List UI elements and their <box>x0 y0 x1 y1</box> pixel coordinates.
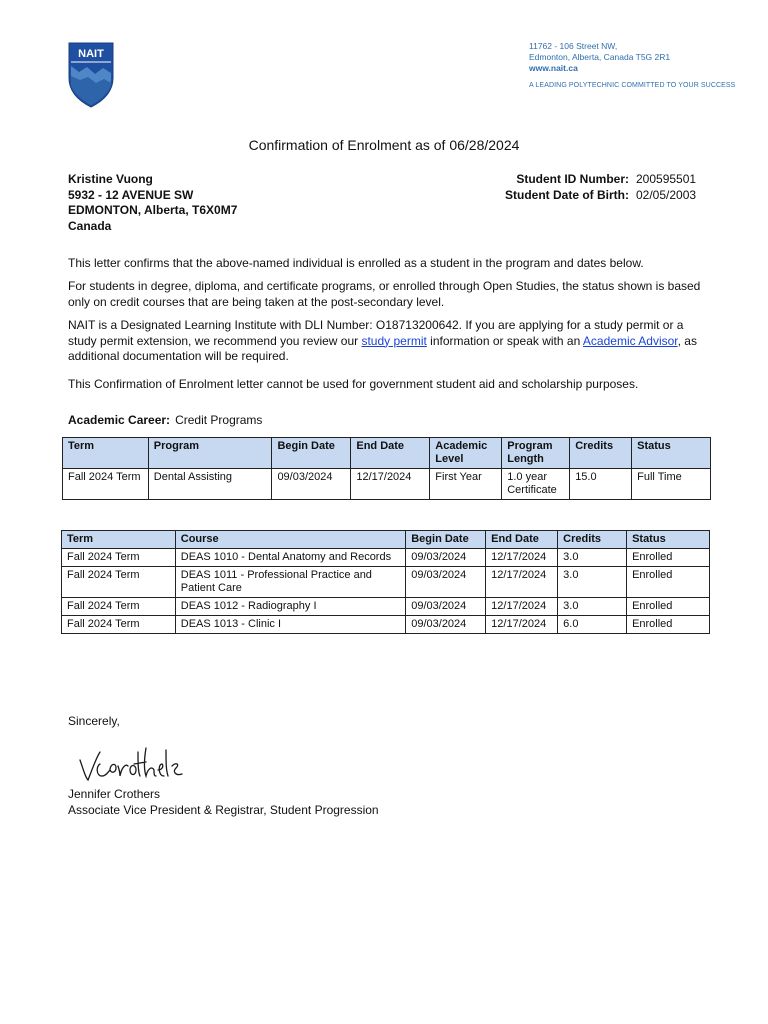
header-credits: Credits <box>558 531 627 549</box>
table-row <box>62 616 710 634</box>
cell-course: DEAS 1012 - Radiography I <box>175 598 405 616</box>
student-id-value: 200595501 <box>636 172 697 186</box>
table-row <box>62 567 710 598</box>
header-status: Status <box>627 531 710 549</box>
cell-end-date: 12/17/2024 <box>486 549 558 567</box>
header-status: Status <box>632 438 711 469</box>
student-dob-label: Student Date of Birth: <box>505 187 629 202</box>
student-country: Canada <box>68 218 112 233</box>
paragraph-dli <box>68 318 708 365</box>
cell-term: Fall 2024 Term <box>62 549 176 567</box>
cell-status: Enrolled <box>627 567 710 598</box>
student-city: EDMONTON, Alberta, T6X0M7 <box>68 203 238 217</box>
cell-begin-date: 09/03/2024 <box>406 567 486 598</box>
academic-career-value: Credit Programs <box>175 413 263 427</box>
academic-career <box>68 413 262 427</box>
paragraph-disclaimer: This Confirmation of Enrolment letter cannot be used for government student aid and scholarship purposes. <box>68 377 639 391</box>
nait-logo <box>68 42 114 108</box>
cell-credits: 3.0 <box>558 567 627 598</box>
cell-status: Enrolled <box>627 598 710 616</box>
header-end-date: End Date <box>486 531 558 549</box>
header-begin-date: Begin Date <box>406 531 486 549</box>
cell-end-date: 12/17/2024 <box>351 469 430 500</box>
cell-term: Fall 2024 Term <box>63 469 149 500</box>
cell-begin-date: 09/03/2024 <box>272 469 351 500</box>
cell-end-date: 12/17/2024 <box>486 598 558 616</box>
paragraph-confirmation: This letter confirms that the above-named individual is enrolled as a student in the program and dates below. <box>68 256 644 270</box>
cell-credits: 6.0 <box>558 616 627 634</box>
cell-begin-date: 09/03/2024 <box>406 549 486 567</box>
signatory-title: Associate Vice President & Registrar, Student Progression <box>68 802 379 817</box>
header-credits: Credits <box>570 438 632 469</box>
cell-program: Dental Assisting <box>148 469 272 500</box>
header-begin-date: Begin Date <box>272 438 351 469</box>
cell-program-length: 1.0 year Certificate <box>502 469 570 500</box>
header-academic-level: Academic Level <box>430 438 502 469</box>
cell-status: Enrolled <box>627 549 710 567</box>
course-table <box>61 530 710 634</box>
cell-credits: 3.0 <box>558 598 627 616</box>
website-link[interactable]: www.nait.ca <box>529 63 578 73</box>
table-row <box>62 549 710 567</box>
closing-sincerely: Sincerely, <box>68 714 120 728</box>
program-table-header <box>63 438 711 469</box>
course-table-header <box>62 531 710 549</box>
cell-course: DEAS 1013 - Clinic I <box>175 616 405 634</box>
study-permit-link[interactable]: study permit <box>361 333 427 348</box>
student-id-label: Student ID Number: <box>516 172 629 186</box>
dli-text-a: NAIT is a Designated Learning Institute with DLI Number: O18713200642. If you are applying for a study permit or a study permit extension, we recommend you review our <box>68 318 684 348</box>
header-end-date: End Date <box>351 438 430 469</box>
header-program-length: Program Length <box>502 438 570 469</box>
student-identifiers <box>505 172 699 203</box>
cell-academic-level: First Year <box>430 469 502 500</box>
paragraph-status: For students in degree, diploma, and certificate programs, or enrolled through Open Studies, the status shown is based only on credit courses that are being taken at the post-secondary level. <box>68 279 701 309</box>
institution-address <box>529 41 749 91</box>
tagline: A LEADING POLYTECHNIC COMMITTED TO YOUR SUCCESS <box>529 82 736 89</box>
cell-end-date: 12/17/2024 <box>486 616 558 634</box>
cell-credits: 15.0 <box>570 469 632 500</box>
student-street: 5932 - 12 AVENUE SW <box>68 187 194 202</box>
cell-status: Full Time <box>632 469 711 500</box>
header-term: Term <box>62 531 176 549</box>
header-term: Term <box>63 438 149 469</box>
academic-advisor-link[interactable]: Academic Advisor <box>582 333 678 348</box>
address-line-1: 11762 - 106 Street NW, <box>529 41 618 51</box>
cell-term: Fall 2024 Term <box>62 598 176 616</box>
page-title: Confirmation of Enrolment as of 06/28/2024 <box>248 137 520 153</box>
table-row <box>63 469 711 500</box>
table-row <box>62 598 710 616</box>
cell-course: DEAS 1011 - Professional Practice and Patient Care <box>175 567 405 598</box>
header-course: Course <box>175 531 405 549</box>
address-line-2: Edmonton, Alberta, Canada T5G 2R1 <box>529 52 671 62</box>
student-name: Kristine Vuong <box>68 172 153 186</box>
cell-course: DEAS 1010 - Dental Anatomy and Records <box>175 549 405 567</box>
cell-status: Enrolled <box>627 616 710 634</box>
cell-term: Fall 2024 Term <box>62 567 176 598</box>
cell-end-date: 12/17/2024 <box>486 567 558 598</box>
header-program: Program <box>148 438 272 469</box>
student-address <box>68 172 237 234</box>
signature-image <box>76 742 188 786</box>
cell-begin-date: 09/03/2024 <box>406 616 486 634</box>
student-dob-value: 02/05/2003 <box>636 187 697 202</box>
cell-begin-date: 09/03/2024 <box>406 598 486 616</box>
program-table <box>62 437 711 500</box>
academic-career-label: Academic Career: <box>68 413 171 427</box>
signatory-name: Jennifer Crothers <box>68 787 161 801</box>
cell-term: Fall 2024 Term <box>62 616 176 634</box>
signatory <box>68 787 379 818</box>
dli-text-b: information or speak with an <box>426 333 583 348</box>
logo-text: NAIT <box>78 48 104 60</box>
dli-text-c: , as additional documentation will be required. <box>68 333 697 363</box>
cell-credits: 3.0 <box>558 549 627 567</box>
